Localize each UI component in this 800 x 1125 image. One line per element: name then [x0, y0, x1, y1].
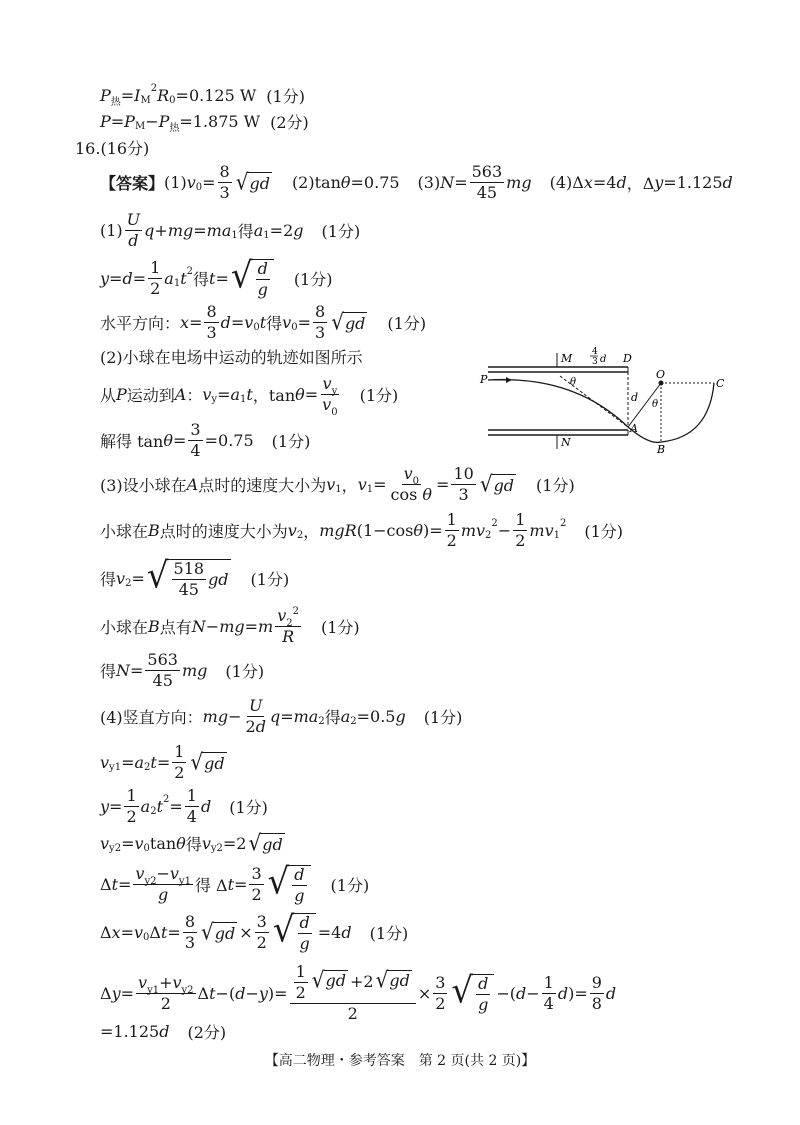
- score: (1分): [250, 569, 290, 589]
- label-n: N: [561, 436, 571, 449]
- p-heat-line: P 热 = I M 2 R 0 =0.125 W (1分): [100, 82, 305, 108]
- trajectory-diagram: [474, 345, 724, 455]
- score: (1分): [271, 431, 311, 451]
- s1-eq3: 水平方向： x = $\frac{8}{3}$ d = v 0 t 得 v 0 = $\frac{8}{3}$ √ gd (1分): [100, 301, 427, 342]
- score: (1分): [293, 269, 333, 289]
- s3-eq1: (3)设小球在 A 点时的速度大小为 v 1 ， v 1 = $\frac{v_0}{\text{cos θ}}$ = $\frac{10}{3}$ √ gd (1分): [100, 463, 575, 504]
- score: (1分): [266, 86, 305, 106]
- label-theta-1: θ: [570, 377, 577, 388]
- p-total-line: P = P M − P 热 =1.875 W (2分): [100, 111, 309, 134]
- question-16-heading: 16.(16分): [75, 138, 150, 158]
- s4-eq3: y = $\frac{1}{2}$ a 2 t 2 = $\frac{1}{4}$ d (1分): [100, 785, 268, 826]
- s3-eq5: 得 N = $\frac{563}{45}$ mg (1分): [100, 649, 265, 690]
- s1-eq2: y = d = $\frac{1}{2}$ a 1 t 2 得 t = √ $\frac{d}{g}$ (1分): [100, 254, 333, 299]
- answer-summary: 【答案】 (1) v 0 = $\frac{8}{3}$ √ gd (2)tan θ =0.75 (3) N = $\frac{563}{45}$ mg (4)Δ x =4 d ，Δ y =1.125 d: [100, 161, 733, 202]
- parabola-path: [488, 380, 628, 427]
- label-43-d: d: [600, 354, 607, 365]
- page-footer: 【高二物理・参考答案 第 2 页(共 2 页)】: [264, 1053, 536, 1069]
- label-d-length: d: [631, 391, 639, 404]
- s4-eq7: Δ y = $\frac{v_{y1}+v_{y2}}{2}$ Δ t −( d − y )= $\frac{1}{2}$ √ gd +2 √ gd 2 × $\frac{3}{2}$ √ $\frac{d}{g}$ −( d − $\frac{1}{4}$ d )= $\frac{9}{8}$ d: [100, 962, 617, 1023]
- score: (1分): [229, 797, 268, 817]
- score: (1分): [225, 661, 265, 681]
- score: (1分): [321, 221, 361, 241]
- score: (1分): [369, 923, 409, 943]
- label-43-num: 4: [592, 347, 598, 357]
- center-o-dot: [659, 381, 664, 386]
- score: (1分): [359, 385, 399, 405]
- label-43-den: 3: [592, 357, 598, 367]
- score: (1分): [423, 707, 463, 727]
- label-b: B: [657, 443, 666, 455]
- score: (1分): [321, 617, 360, 637]
- label-theta-2: θ: [652, 399, 659, 410]
- s4-eq2: v y1 = a 2 t = $\frac{1}{2}$ √ gd: [100, 741, 225, 782]
- label-a: A: [630, 422, 638, 435]
- label-c: C: [716, 377, 724, 390]
- s4-eq5: Δ t = $\frac{v_{y2}-v_{y1}}{g}$ 得 Δ t = $\frac{3}{2}$ √ $\frac{d}{g}$ (1分): [100, 860, 370, 905]
- s4-eq4: v y2 = v 0 tan θ 得 v y2 =2 √ gd: [100, 829, 283, 856]
- score: (1分): [330, 875, 370, 895]
- s4-eq6: Δ x = v 0 Δ t = $\frac{8}{3}$ √ gd × $\frac{3}{2}$ √ $\frac{d}{g}$ =4 d (1分): [100, 908, 409, 953]
- label-o: O: [656, 368, 666, 381]
- answer-label: 【答案】: [100, 173, 165, 193]
- s1-eq1: (1) $\frac{U}{d}$ q + mg = ma 1 得 a 1 =2 g (1分): [100, 209, 361, 250]
- s3-eq2: 小球在 B 点时的速度大小为 v 2 ， mgR (1−cos θ )= $\frac{1}{2}$ mv 2 2 − $\frac{1}{2}$ mv 1 2 (1分): [100, 509, 624, 550]
- label-m: M: [561, 352, 573, 365]
- score: (1分): [584, 521, 624, 541]
- score: (1分): [536, 475, 575, 495]
- s3-eq4: 小球在 B 点有 N − mg = m $\frac{v_2^2}{R}$ (1分): [100, 605, 360, 646]
- score: (2分): [270, 112, 309, 132]
- s3-eq3: 得 v 2 = √ $\frac{518}{45}$ gd (1分): [100, 554, 290, 599]
- score: (1分): [387, 313, 427, 333]
- s2-eq2: 解得 tan θ = $\frac{3}{4}$ =0.75 (1分): [100, 419, 311, 460]
- score: (2分): [187, 1022, 227, 1042]
- s4-eq8: =1.125 d (2分): [100, 1021, 227, 1042]
- s2-text: (2)小球在电场中运动的轨迹如图所示: [100, 347, 363, 367]
- s2-eq1: 从 P 运动到 A ： v y = a 1 t ，tan θ = $\frac{v_y}{v_0}$ (1分): [100, 373, 399, 418]
- label-p: P: [480, 373, 488, 386]
- s4-eq1: (4)竖直方向： mg − $\frac{U}{2d}$ q = ma 2 得 a 2 =0.5 g (1分): [100, 695, 463, 736]
- label-d-point: D: [623, 352, 632, 365]
- circular-arc: [628, 383, 714, 442]
